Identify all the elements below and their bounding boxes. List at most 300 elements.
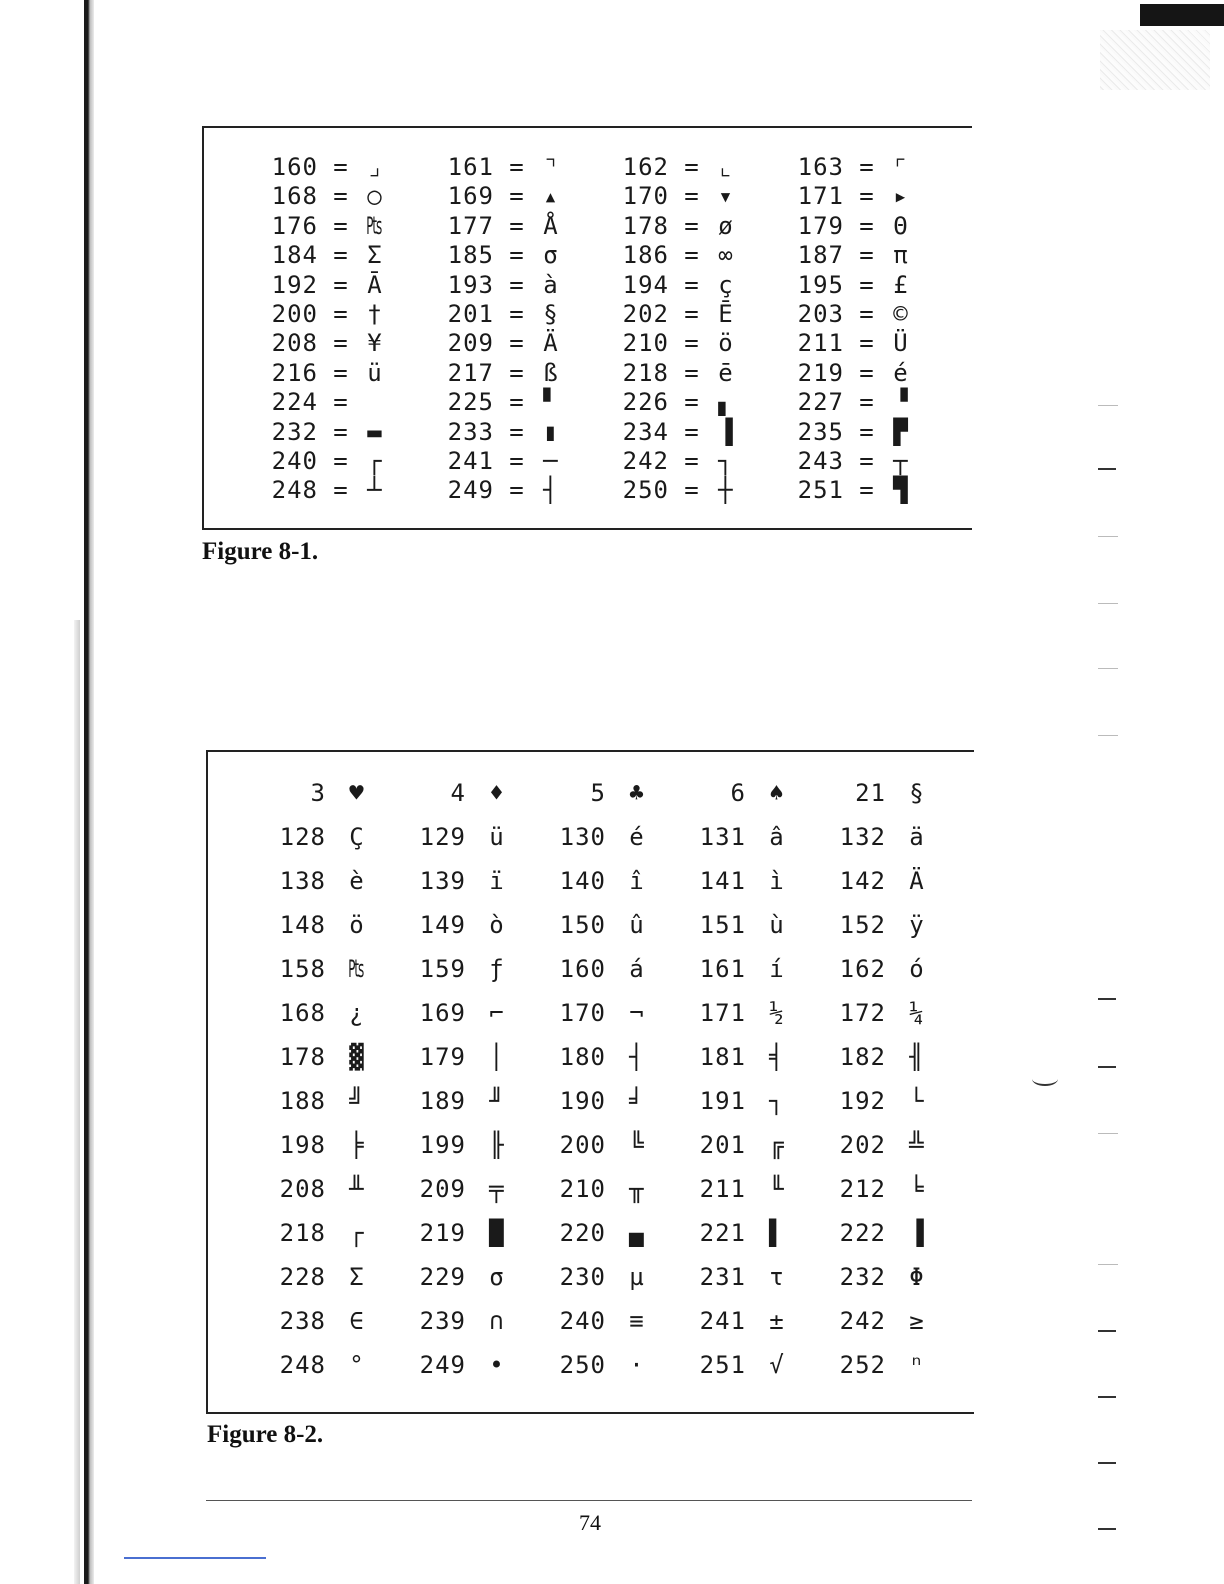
char-code: 130 — [559, 823, 606, 851]
char-entry — [252, 778, 374, 808]
char-glyph: ♣ — [629, 779, 645, 807]
char-entry — [256, 475, 386, 505]
scan-noise — [1100, 30, 1210, 90]
char-code: 162 — [839, 955, 886, 983]
char-glyph: Å — [543, 211, 559, 240]
char-glyph: ┐ — [769, 1087, 785, 1115]
char-glyph: █ — [489, 1219, 505, 1247]
char-code: 200 — [271, 300, 318, 328]
char-glyph: ¿ — [349, 999, 365, 1027]
char-code: 181 — [699, 1043, 746, 1071]
char-glyph: ♠ — [769, 779, 785, 807]
char-code: 159 — [419, 955, 466, 983]
char-entry — [607, 240, 737, 270]
char-code: 250 — [622, 476, 669, 505]
equals-sign: = — [333, 417, 349, 446]
char-code: 128 — [279, 823, 326, 851]
char-entry — [532, 910, 654, 940]
char-code: 148 — [279, 911, 326, 939]
char-entry — [812, 1086, 934, 1116]
char-glyph: ○ — [367, 182, 383, 211]
char-entry — [607, 270, 737, 300]
char-code: 252 — [839, 1351, 886, 1379]
char-code: 168 — [279, 999, 326, 1027]
char-glyph: ♦ — [489, 779, 505, 807]
char-glyph: ▄ — [629, 1219, 645, 1247]
equals-sign: = — [333, 476, 349, 505]
char-code: 232 — [839, 1263, 886, 1291]
char-entry — [256, 299, 386, 329]
char-entry — [392, 1086, 514, 1116]
char-glyph: ╤ — [489, 1175, 505, 1203]
char-entry — [432, 358, 562, 388]
char-code: 188 — [279, 1087, 326, 1115]
char-entry — [782, 240, 912, 270]
char-entry — [672, 866, 794, 896]
char-code: 171 — [699, 999, 746, 1027]
char-glyph: ≥ — [909, 1307, 925, 1335]
figure-8-1-character-table — [202, 126, 972, 530]
char-entry — [812, 1130, 934, 1160]
char-glyph: ƒ — [489, 955, 505, 983]
char-glyph: ♥ — [349, 779, 365, 807]
char-entry — [256, 358, 386, 388]
char-glyph: û — [629, 911, 645, 939]
char-entry — [607, 387, 737, 417]
equals-sign: = — [684, 476, 700, 505]
char-glyph: τ — [769, 1263, 785, 1291]
char-glyph: ö — [349, 911, 365, 939]
char-entry — [532, 1042, 654, 1072]
char-code: 176 — [271, 211, 318, 240]
char-entry — [252, 1306, 374, 1336]
equals-sign: = — [333, 182, 349, 211]
char-entry — [392, 1350, 514, 1380]
char-entry — [607, 152, 737, 182]
equals-sign: = — [859, 358, 875, 387]
margin-tick — [1098, 536, 1118, 537]
char-glyph: ç — [718, 270, 734, 299]
scan-corner-mark — [1140, 4, 1224, 26]
char-code: 235 — [797, 417, 844, 446]
char-glyph: © — [893, 300, 909, 328]
equals-sign: = — [859, 447, 875, 475]
char-glyph: ╜ — [489, 1087, 505, 1115]
char-code: 251 — [797, 476, 844, 505]
equals-sign: = — [684, 358, 700, 387]
equals-sign: = — [859, 241, 875, 270]
char-entry — [782, 387, 912, 417]
char-entry — [607, 475, 737, 505]
char-entry — [256, 211, 386, 241]
equals-sign: = — [333, 300, 349, 328]
equals-sign: = — [333, 241, 349, 270]
equals-sign: = — [684, 153, 700, 181]
char-code: 182 — [839, 1043, 886, 1071]
char-glyph: σ — [489, 1263, 505, 1291]
char-code: 21 — [855, 779, 886, 807]
char-glyph: ╚ — [629, 1131, 645, 1159]
char-glyph: ü — [489, 823, 505, 851]
equals-sign: = — [684, 300, 700, 328]
figure-8-1-caption: Figure 8-1. — [202, 538, 319, 565]
char-entry — [256, 446, 386, 476]
char-entry — [432, 417, 562, 447]
char-code: 142 — [839, 867, 886, 895]
char-glyph: ° — [349, 1351, 365, 1379]
char-entry — [532, 1130, 654, 1160]
char-entry — [607, 211, 737, 241]
char-glyph: á — [629, 955, 645, 983]
char-entry — [672, 1218, 794, 1248]
char-glyph: ▮ — [543, 417, 559, 446]
char-entry — [812, 1174, 934, 1204]
char-glyph: ∞ — [718, 241, 734, 270]
char-entry — [252, 866, 374, 896]
char-glyph: é — [629, 823, 645, 851]
char-entry — [256, 240, 386, 270]
char-code: 202 — [839, 1131, 886, 1159]
char-code: 220 — [559, 1219, 606, 1247]
char-glyph: ╢ — [909, 1043, 925, 1071]
char-code: 203 — [797, 300, 844, 328]
char-code: 224 — [271, 388, 318, 417]
char-entry — [252, 1130, 374, 1160]
char-code: 163 — [797, 153, 844, 181]
char-code: 221 — [699, 1219, 746, 1247]
char-glyph: ¼ — [909, 999, 925, 1027]
char-entry — [532, 1350, 654, 1380]
equals-sign: = — [333, 153, 349, 181]
char-code: 231 — [699, 1263, 746, 1291]
margin-curve — [1032, 1072, 1058, 1086]
char-glyph: ₧ — [367, 211, 383, 240]
char-entry — [607, 299, 737, 329]
char-code: 209 — [447, 329, 494, 358]
margin-tick — [1098, 668, 1118, 669]
char-code: 152 — [839, 911, 886, 939]
char-entry — [252, 998, 374, 1028]
char-entry — [672, 998, 794, 1028]
char-code: 3 — [310, 779, 326, 807]
char-glyph: ▛ — [893, 417, 909, 446]
char-glyph: ▝ — [893, 388, 909, 417]
equals-sign: = — [509, 270, 525, 299]
page-binding-edge — [84, 0, 94, 1584]
char-glyph: ╟ — [489, 1131, 505, 1159]
char-glyph: ┴ — [367, 476, 383, 505]
char-code: 161 — [447, 153, 494, 181]
char-glyph: π — [893, 241, 909, 270]
margin-tick — [1098, 1264, 1118, 1265]
char-code: 191 — [699, 1087, 746, 1115]
char-glyph: Ä — [909, 867, 925, 895]
char-glyph: ╩ — [909, 1131, 925, 1159]
equals-sign: = — [333, 211, 349, 240]
char-glyph: ┌ — [367, 447, 383, 475]
char-entry — [256, 270, 386, 300]
char-entry — [672, 1306, 794, 1336]
char-glyph: │ — [489, 1043, 505, 1071]
char-glyph: ï — [489, 867, 505, 895]
equals-sign: = — [509, 153, 525, 181]
margin-tick — [1098, 998, 1116, 1000]
char-code: 161 — [699, 955, 746, 983]
figure-8-2-character-table — [206, 750, 974, 1414]
char-entry — [256, 152, 386, 182]
char-entry — [812, 1306, 934, 1336]
char-glyph: Ē — [718, 300, 734, 328]
equals-sign: = — [509, 447, 525, 475]
char-entry — [252, 1042, 374, 1072]
char-glyph: ╡ — [769, 1043, 785, 1071]
char-glyph: Ā — [367, 270, 383, 299]
char-glyph: ⁿ — [909, 1351, 925, 1379]
char-glyph: Φ — [909, 1263, 925, 1291]
char-code: 6 — [730, 779, 746, 807]
char-entry — [392, 1042, 514, 1072]
char-code: 226 — [622, 388, 669, 417]
char-entry — [672, 910, 794, 940]
char-glyph: ─ — [543, 447, 559, 475]
char-code: 219 — [797, 358, 844, 387]
equals-sign: = — [859, 329, 875, 358]
footer-rule — [206, 1500, 972, 1501]
char-entry — [252, 822, 374, 852]
equals-sign: = — [333, 388, 349, 417]
char-entry — [256, 387, 386, 417]
char-glyph: í — [769, 955, 785, 983]
equals-sign: = — [684, 447, 700, 475]
char-code: 169 — [447, 182, 494, 211]
figure-8-2-caption: Figure 8-2. — [207, 1421, 324, 1448]
char-code: 234 — [622, 417, 669, 446]
char-entry — [392, 910, 514, 940]
equals-sign: = — [859, 270, 875, 299]
char-entry — [672, 954, 794, 984]
equals-sign: = — [684, 388, 700, 417]
char-code: 250 — [559, 1351, 606, 1379]
char-code: 248 — [271, 476, 318, 505]
char-entry — [432, 446, 562, 476]
char-code: 241 — [699, 1307, 746, 1335]
char-glyph: ▘ — [543, 388, 559, 417]
char-code: 208 — [271, 329, 318, 358]
equals-sign: = — [859, 211, 875, 240]
char-glyph: ╞ — [349, 1131, 365, 1159]
equals-sign: = — [859, 182, 875, 211]
char-entry — [256, 181, 386, 211]
char-code: 218 — [279, 1219, 326, 1247]
char-code: 151 — [699, 911, 746, 939]
char-entry — [432, 387, 562, 417]
char-code: 251 — [699, 1351, 746, 1379]
char-entry — [392, 1262, 514, 1292]
char-glyph: ╔ — [769, 1131, 785, 1159]
char-glyph: ┐ — [718, 447, 734, 475]
equals-sign: = — [509, 358, 525, 387]
equals-sign: = — [684, 329, 700, 358]
char-entry — [392, 1130, 514, 1160]
char-glyph: ╛ — [629, 1087, 645, 1115]
equals-sign: = — [509, 476, 525, 505]
char-code: 238 — [279, 1307, 326, 1335]
char-code: 179 — [797, 211, 844, 240]
char-entry — [782, 446, 912, 476]
char-glyph: ▖ — [718, 388, 734, 417]
char-entry — [782, 270, 912, 300]
char-glyph: ≡ — [629, 1307, 645, 1335]
equals-sign: = — [684, 270, 700, 299]
char-entry — [392, 778, 514, 808]
char-code: 225 — [447, 388, 494, 417]
char-glyph: ö — [718, 329, 734, 358]
char-code: 5 — [590, 779, 606, 807]
char-code: 218 — [622, 358, 669, 387]
char-entry — [532, 954, 654, 984]
char-code: 177 — [447, 211, 494, 240]
char-glyph: ▴ — [543, 182, 559, 211]
char-code: 158 — [279, 955, 326, 983]
equals-sign: = — [509, 417, 525, 446]
char-code: 162 — [622, 153, 669, 181]
char-glyph: ē — [718, 358, 734, 387]
char-entry — [392, 954, 514, 984]
char-code: 232 — [271, 417, 318, 446]
char-entry — [607, 358, 737, 388]
char-glyph: ì — [769, 867, 785, 895]
char-code: 195 — [797, 270, 844, 299]
char-glyph: ⌟ — [367, 153, 383, 181]
char-code: 194 — [622, 270, 669, 299]
char-glyph: ⌝ — [543, 153, 559, 181]
char-code: 172 — [839, 999, 886, 1027]
equals-sign: = — [859, 300, 875, 328]
equals-sign: = — [859, 153, 875, 181]
equals-sign: = — [684, 211, 700, 240]
char-glyph: ¬ — [629, 999, 645, 1027]
char-glyph: † — [367, 300, 383, 328]
char-entry — [532, 1174, 654, 1204]
char-glyph: ▜ — [893, 476, 909, 505]
char-entry — [812, 822, 934, 852]
char-glyph: ▌ — [769, 1219, 785, 1247]
char-code: 216 — [271, 358, 318, 387]
char-entry — [782, 211, 912, 241]
char-entry — [812, 778, 934, 808]
char-entry — [532, 1262, 654, 1292]
margin-tick — [1098, 735, 1118, 736]
char-entry — [782, 475, 912, 505]
char-code: 210 — [559, 1175, 606, 1203]
char-glyph: Ä — [543, 329, 559, 358]
equals-sign: = — [333, 329, 349, 358]
char-code: 141 — [699, 867, 746, 895]
char-glyph: µ — [629, 1263, 645, 1291]
char-entry — [432, 152, 562, 182]
char-entry — [672, 778, 794, 808]
char-entry — [782, 299, 912, 329]
char-glyph: ¥ — [367, 329, 383, 358]
char-glyph: ⌜ — [893, 153, 909, 181]
char-entry — [392, 1174, 514, 1204]
char-entry — [812, 1042, 934, 1072]
char-code: 242 — [622, 447, 669, 475]
char-code: 160 — [559, 955, 606, 983]
char-glyph: √ — [769, 1351, 785, 1379]
char-entry — [782, 358, 912, 388]
char-glyph: ╨ — [349, 1175, 365, 1203]
char-entry — [532, 1306, 654, 1336]
char-glyph: ø — [718, 211, 734, 240]
char-glyph: ∩ — [489, 1307, 505, 1335]
char-glyph: Σ — [349, 1263, 365, 1291]
equals-sign: = — [859, 388, 875, 417]
equals-sign: = — [509, 329, 525, 358]
equals-sign: = — [684, 182, 700, 211]
char-code: 129 — [419, 823, 466, 851]
char-entry — [392, 1218, 514, 1248]
char-entry — [532, 866, 654, 896]
char-entry — [252, 954, 374, 984]
char-glyph: é — [893, 358, 909, 387]
char-code: 170 — [559, 999, 606, 1027]
equals-sign: = — [509, 182, 525, 211]
char-entry — [812, 1350, 934, 1380]
char-code: 132 — [839, 823, 886, 851]
margin-tick — [1098, 603, 1118, 604]
char-entry — [607, 328, 737, 358]
char-glyph: ▾ — [718, 182, 734, 211]
char-glyph: ▬ — [367, 417, 383, 446]
char-code: 198 — [279, 1131, 326, 1159]
char-glyph: ó — [909, 955, 925, 983]
char-glyph: Σ — [367, 241, 383, 270]
char-code: 170 — [622, 182, 669, 211]
char-entry — [252, 1350, 374, 1380]
margin-tick — [1098, 468, 1116, 470]
char-code: 189 — [419, 1087, 466, 1115]
char-code: 201 — [447, 300, 494, 328]
char-glyph: ù — [769, 911, 785, 939]
char-entry — [252, 1262, 374, 1292]
char-entry — [812, 1218, 934, 1248]
char-glyph: ▐ — [909, 1219, 925, 1247]
char-code: 239 — [419, 1307, 466, 1335]
char-entry — [392, 998, 514, 1028]
char-code: 210 — [622, 329, 669, 358]
char-code: 201 — [699, 1131, 746, 1159]
char-code: 171 — [797, 182, 844, 211]
char-code: 242 — [839, 1307, 886, 1335]
char-entry — [672, 1130, 794, 1160]
char-code: 179 — [419, 1043, 466, 1071]
char-glyph: ▐ — [718, 417, 734, 446]
char-entry — [432, 240, 562, 270]
char-glyph: ╝ — [349, 1087, 365, 1115]
char-entry — [252, 1086, 374, 1116]
char-glyph: £ — [893, 270, 909, 299]
equals-sign: = — [684, 241, 700, 270]
char-code: 140 — [559, 867, 606, 895]
char-entry — [532, 1218, 654, 1248]
char-entry — [812, 866, 934, 896]
char-entry — [812, 998, 934, 1028]
char-code: 240 — [271, 447, 318, 475]
char-glyph: └ — [909, 1087, 925, 1115]
char-entry — [812, 910, 934, 940]
char-glyph: ┤ — [543, 476, 559, 505]
